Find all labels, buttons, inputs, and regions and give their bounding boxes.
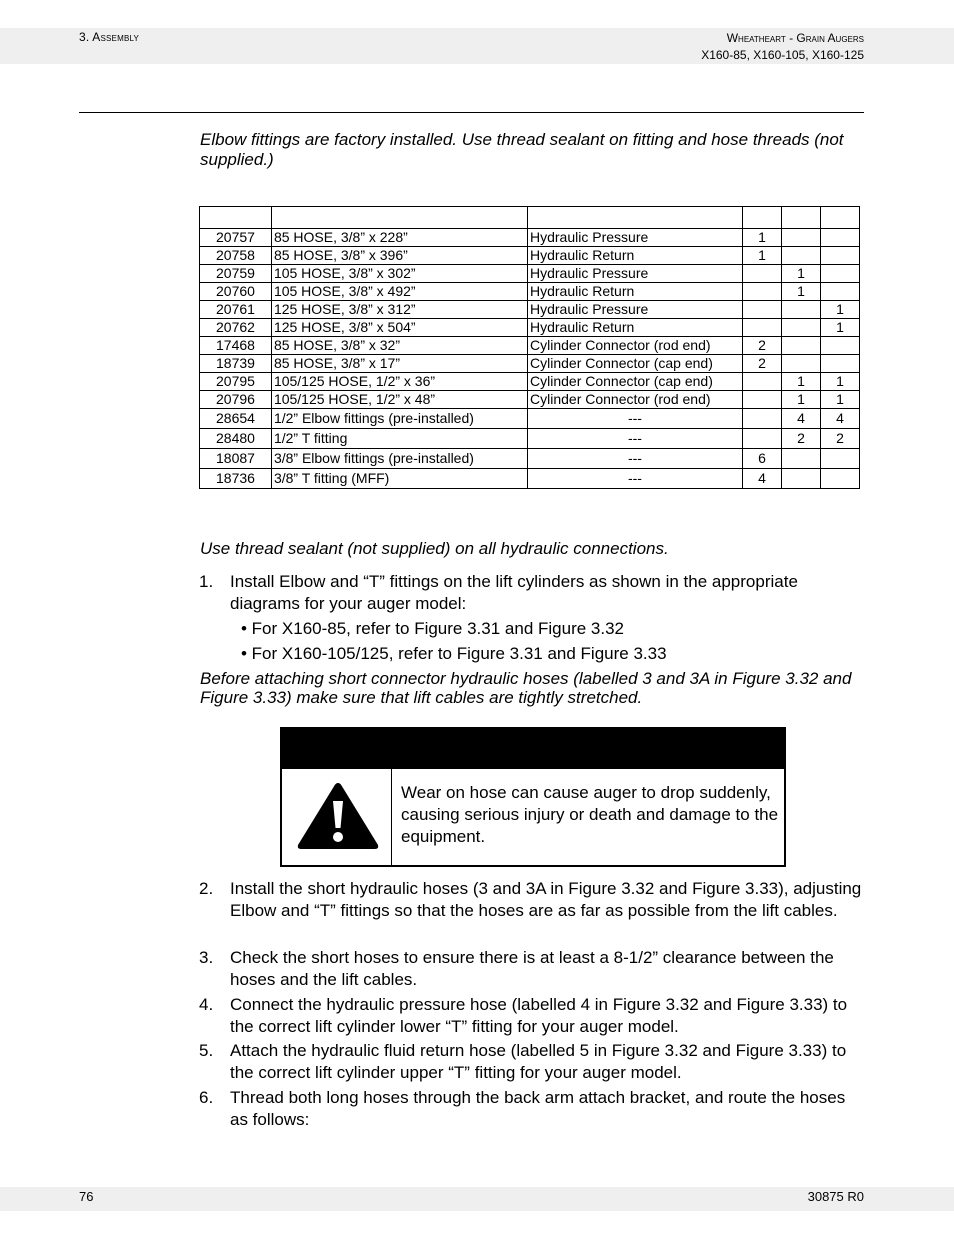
qty-x160-105-cell (781, 337, 820, 355)
qty-x160-125-cell (820, 355, 859, 373)
usage-cell: Hydraulic Return (528, 247, 743, 265)
description-cell: 125 HOSE, 3/8” x 312” (271, 301, 527, 319)
header-cell (781, 207, 820, 229)
qty-x160-125-cell: 4 (820, 409, 859, 429)
step-text: Install Elbow and “T” fittings on the lift cylinders as shown in the appropriate diagrams for your auger model: (230, 572, 798, 613)
qty-x160-105-cell (781, 449, 820, 469)
part-number-cell: 20757 (200, 229, 272, 247)
part-number-cell: 18087 (200, 449, 272, 469)
table-row (200, 337, 860, 355)
table-row (200, 429, 860, 449)
qty-x160-125-cell (820, 283, 859, 301)
qty-x160-105-cell (781, 319, 820, 337)
qty-x160-105-cell: 2 (781, 429, 820, 449)
bullet-x160-105-125: • For X160-105/125, refer to Figure 3.31 and Figure 3.33 (241, 644, 667, 663)
cable-note: Before attaching short connector hydraulic hoses (labelled 3 and 3A in Figure 3.32 and Figure 3.33) make sure that lift cables are tightly stretched. (200, 669, 852, 707)
qty-x160-125-cell (820, 337, 859, 355)
section-title: 3. Assembly (79, 30, 140, 44)
usage-cell: Cylinder Connector (cap end) (528, 355, 743, 373)
part-number-cell: 28480 (200, 429, 272, 449)
usage-cell: Hydraulic Return (528, 319, 743, 337)
usage-cell: Cylinder Connector (rod end) (528, 337, 743, 355)
table-row (200, 355, 860, 373)
description-cell: 105/125 HOSE, 1/2” x 36” (271, 373, 527, 391)
qty-x160-85-cell: 2 (742, 355, 781, 373)
intro-note: Elbow fittings are factory installed. Use thread sealant on fitting and hose threads (not supplied.) (200, 130, 844, 169)
part-number-cell: 18736 (200, 469, 272, 489)
qty-x160-125-cell: 1 (820, 301, 859, 319)
step-text: Thread both long hoses through the back arm attach bracket, and route the hoses as follows: (230, 1088, 846, 1129)
bullet-x160-85: • For X160-85, refer to Figure 3.31 and Figure 3.32 (241, 619, 624, 638)
table-row (200, 283, 860, 301)
table-row (200, 373, 860, 391)
step-text: Connect the hydraulic pressure hose (labelled 4 in Figure 3.32 and Figure 3.33) to the correct lift cylinder lower “T” fitting for your auger model. (230, 995, 848, 1036)
part-number-cell: 28654 (200, 409, 272, 429)
description-cell: 85 HOSE, 3/8” x 17” (271, 355, 527, 373)
part-number-cell: 20795 (200, 373, 272, 391)
qty-x160-85-cell (742, 409, 781, 429)
document-id: 30875 R0 (807, 1189, 864, 1204)
qty-x160-125-cell (820, 229, 859, 247)
warning-icon-cell (282, 769, 392, 865)
step-3 (199, 947, 864, 991)
description-cell: 3/8” Elbow fittings (pre-installed) (271, 449, 527, 469)
usage-cell: Hydraulic Pressure (528, 301, 743, 319)
header-rule (79, 112, 864, 113)
step-number: 5. (199, 1041, 214, 1060)
part-number-cell: 18739 (200, 355, 272, 373)
description-cell: 105 HOSE, 3/8” x 302” (271, 265, 527, 283)
description-cell: 85 HOSE, 3/8” x 228” (271, 229, 527, 247)
description-cell: 85 HOSE, 3/8” x 32” (271, 337, 527, 355)
description-cell: 125 HOSE, 3/8” x 504” (271, 319, 527, 337)
usage-cell: --- (528, 449, 743, 469)
qty-x160-85-cell (742, 429, 781, 449)
description-cell: 105/125 HOSE, 1/2” x 48” (271, 391, 527, 409)
table-row (200, 449, 860, 469)
step-2 (199, 878, 864, 922)
header-cell (742, 207, 781, 229)
table-row (200, 229, 860, 247)
qty-x160-125-cell (820, 247, 859, 265)
qty-x160-105-cell: 1 (781, 373, 820, 391)
warning-header-bar (282, 729, 784, 769)
page-number: 76 (79, 1189, 94, 1204)
qty-x160-105-cell (781, 355, 820, 373)
usage-cell: Hydraulic Pressure (528, 265, 743, 283)
description-cell: 3/8” T fitting (MFF) (271, 469, 527, 489)
step-number: 4. (199, 995, 214, 1014)
qty-x160-125-cell (820, 469, 859, 489)
table-row (200, 265, 860, 283)
usage-cell: Cylinder Connector (rod end) (528, 391, 743, 409)
qty-x160-105-cell: 1 (781, 265, 820, 283)
step-number: 6. (199, 1088, 214, 1107)
qty-x160-105-cell (781, 301, 820, 319)
part-number-cell: 20762 (200, 319, 272, 337)
manual-title-block (701, 30, 864, 64)
description-cell: 85 HOSE, 3/8” x 396” (271, 247, 527, 265)
table-row (200, 391, 860, 409)
step-text: Attach the hydraulic fluid return hose (labelled 5 in Figure 3.32 and Figure 3.33) to the correct lift cylinder upper “T” fitting for your auger model. (230, 1041, 847, 1082)
qty-x160-85-cell: 4 (742, 469, 781, 489)
part-number-cell: 20796 (200, 391, 272, 409)
qty-x160-125-cell: 1 (820, 319, 859, 337)
usage-cell: --- (528, 429, 743, 449)
usage-cell: --- (528, 409, 743, 429)
step-number: 3. (199, 948, 214, 967)
step-number: 2. (199, 879, 214, 898)
table-header-row (200, 207, 860, 229)
header-cell (528, 207, 743, 229)
hose-parts-table (199, 206, 860, 489)
step-5 (199, 1040, 864, 1084)
qty-x160-85-cell: 2 (742, 337, 781, 355)
qty-x160-125-cell: 1 (820, 373, 859, 391)
part-number-cell: 20759 (200, 265, 272, 283)
warning-box (280, 727, 786, 867)
table-row (200, 301, 860, 319)
part-number-cell: 17468 (200, 337, 272, 355)
qty-x160-105-cell: 1 (781, 391, 820, 409)
usage-cell: --- (528, 469, 743, 489)
description-cell: 1/2” Elbow fittings (pre-installed) (271, 409, 527, 429)
qty-x160-105-cell (781, 229, 820, 247)
warning-triangle-icon (296, 781, 380, 851)
table-row (200, 469, 860, 489)
header-cell (271, 207, 527, 229)
usage-cell: Hydraulic Pressure (528, 229, 743, 247)
qty-x160-85-cell (742, 373, 781, 391)
qty-x160-85-cell (742, 319, 781, 337)
description-cell: 105 HOSE, 3/8” x 492” (271, 283, 527, 301)
table-row (200, 319, 860, 337)
qty-x160-105-cell (781, 469, 820, 489)
warning-text: Wear on hose can cause auger to drop suddenly, causing serious injury or death and damage to the equipment. (401, 783, 779, 846)
header-cell (820, 207, 859, 229)
qty-x160-125-cell: 1 (820, 391, 859, 409)
step-6 (199, 1087, 864, 1131)
qty-x160-105-cell: 4 (781, 409, 820, 429)
manual-title: Wheatheart - Grain Augers (726, 31, 864, 45)
part-number-cell: 20760 (200, 283, 272, 301)
qty-x160-85-cell (742, 283, 781, 301)
qty-x160-105-cell: 1 (781, 283, 820, 301)
table-row (200, 247, 860, 265)
usage-cell: Hydraulic Return (528, 283, 743, 301)
part-number-cell: 20758 (200, 247, 272, 265)
description-cell: 1/2” T fitting (271, 429, 527, 449)
qty-x160-125-cell: 2 (820, 429, 859, 449)
part-number-cell: 20761 (200, 301, 272, 319)
table-row (200, 409, 860, 429)
qty-x160-85-cell: 1 (742, 229, 781, 247)
qty-x160-85-cell (742, 391, 781, 409)
step-1 (199, 571, 864, 615)
step-4 (199, 994, 864, 1038)
qty-x160-125-cell (820, 449, 859, 469)
model-list: X160-85, X160-105, X160-125 (701, 48, 864, 62)
qty-x160-105-cell (781, 247, 820, 265)
qty-x160-85-cell (742, 265, 781, 283)
step-number: 1. (199, 572, 214, 591)
qty-x160-85-cell: 6 (742, 449, 781, 469)
sealant-note: Use thread sealant (not supplied) on all hydraulic connections. (200, 539, 669, 558)
qty-x160-85-cell (742, 301, 781, 319)
header-cell (200, 207, 272, 229)
step-text: Check the short hoses to ensure there is at least a 8-1/2” clearance between the hoses and the lift cables. (230, 948, 834, 989)
usage-cell: Cylinder Connector (cap end) (528, 373, 743, 391)
qty-x160-125-cell (820, 265, 859, 283)
step-text: Install the short hydraulic hoses (3 and 3A in Figure 3.32 and Figure 3.33), adjusting Elbow and “T” fittings so that the hoses are as far as possible from the lift cables. (230, 879, 862, 920)
qty-x160-85-cell: 1 (742, 247, 781, 265)
